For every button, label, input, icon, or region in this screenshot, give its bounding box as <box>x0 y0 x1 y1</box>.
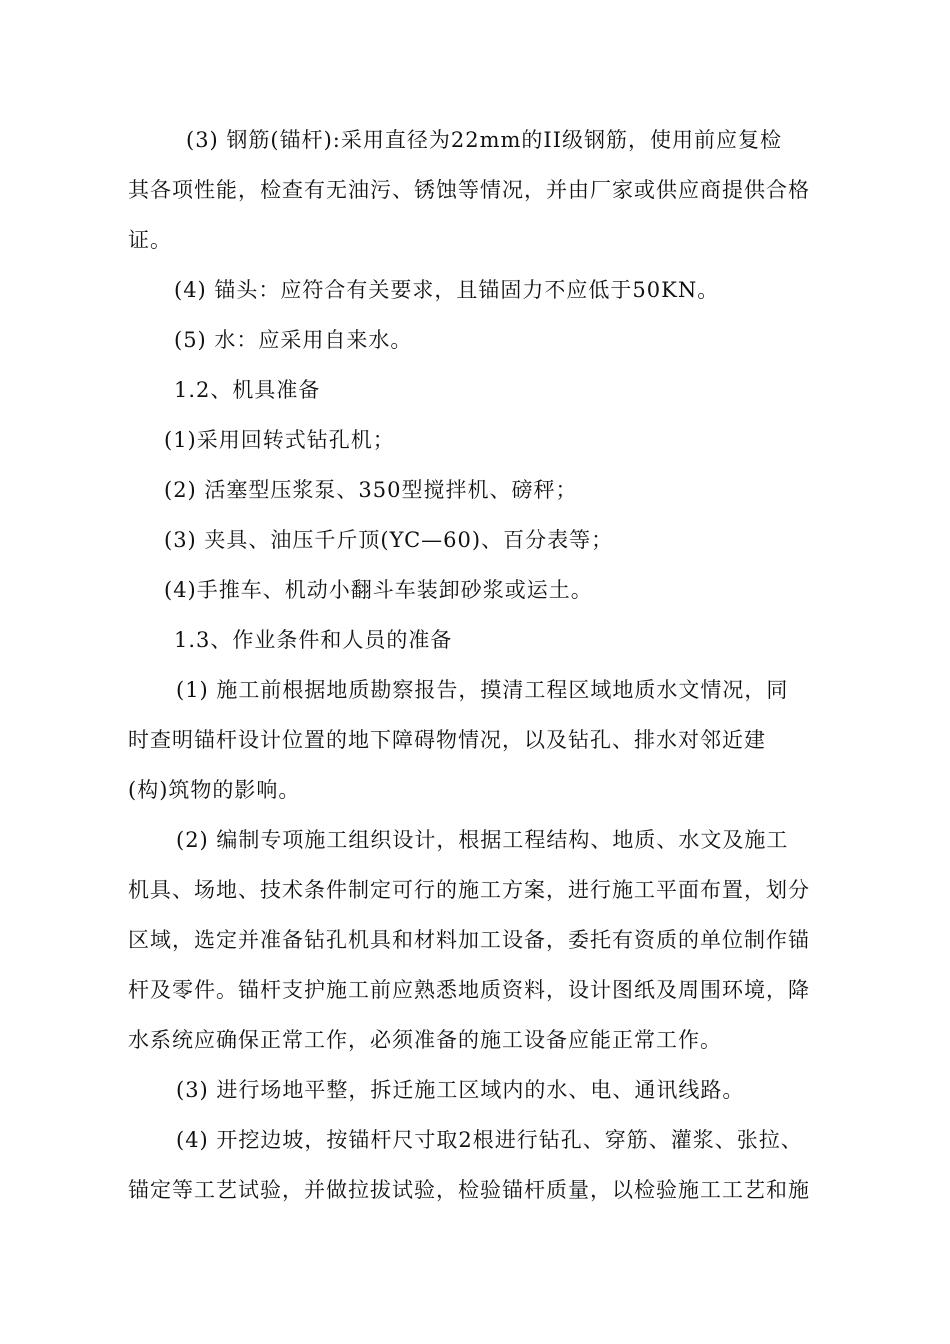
paragraph-line: (2) 编制专项施工组织设计，根据工程结构、地质、水文及施工 <box>176 828 789 852</box>
list-item: (4)手推车、机动小翻斗车装卸砂浆或运土。 <box>164 578 593 602</box>
paragraph-line: (1) 施工前根据地质勘察报告，摸清工程区域地质水文情况，同 <box>176 678 789 702</box>
paragraph-line: 其各项性能，检查有无油污、锈蚀等情况，并由厂家或供应商提供合格 <box>128 178 810 202</box>
paragraph-line: (5) 水：应采用自来水。 <box>174 328 413 352</box>
paragraph-line: (3) 进行场地平整，拆迁施工区域内的水、电、通讯线路。 <box>176 1078 745 1102</box>
paragraph-line: 证。 <box>128 228 172 252</box>
list-item: (2) 活塞型压浆泵、350型搅拌机、磅秤； <box>164 478 578 502</box>
list-item: (1)采用回转式钻孔机； <box>164 428 395 452</box>
section-heading: 1.2、机具准备 <box>174 378 321 402</box>
paragraph-line: 锚定等工艺试验，并做拉拔试验，检验锚杆质量，以检验施工工艺和施 <box>128 1178 810 1202</box>
list-item: (3) 夹具、油压千斤顶(YC—60)、百分表等； <box>164 528 614 552</box>
paragraph-line: 时查明锚杆设计位置的地下障碍物情况，以及钻孔、排水对邻近建 <box>128 728 766 752</box>
section-heading: 1.3、作业条件和人员的准备 <box>174 628 453 652</box>
paragraph-line: 水系统应确保正常工作，必须准备的施工设备应能正常工作。 <box>128 1028 722 1052</box>
paragraph-line: (4) 锚头：应符合有关要求，且锚固力不应低于50KN。 <box>174 278 720 302</box>
paragraph-line: (4) 开挖边坡，按锚杆尺寸取2根进行钻孔、穿筋、灌浆、张拉、 <box>176 1128 803 1152</box>
paragraph-line: (3) 钢筋(锚杆):采用直径为22mm的II级钢筋，使用前应复检 <box>186 128 783 152</box>
paragraph-line: (构)筑物的影响。 <box>128 778 301 802</box>
paragraph-line: 机具、场地、技术条件制定可行的施工方案，进行施工平面布置，划分 <box>128 878 810 902</box>
paragraph-line: 区域，选定并准备钻孔机具和材料加工设备，委托有资质的单位制作锚 <box>128 928 810 952</box>
paragraph-line: 杆及零件。锚杆支护施工前应熟悉地质资料，设计图纸及周围环境，降 <box>128 978 810 1002</box>
